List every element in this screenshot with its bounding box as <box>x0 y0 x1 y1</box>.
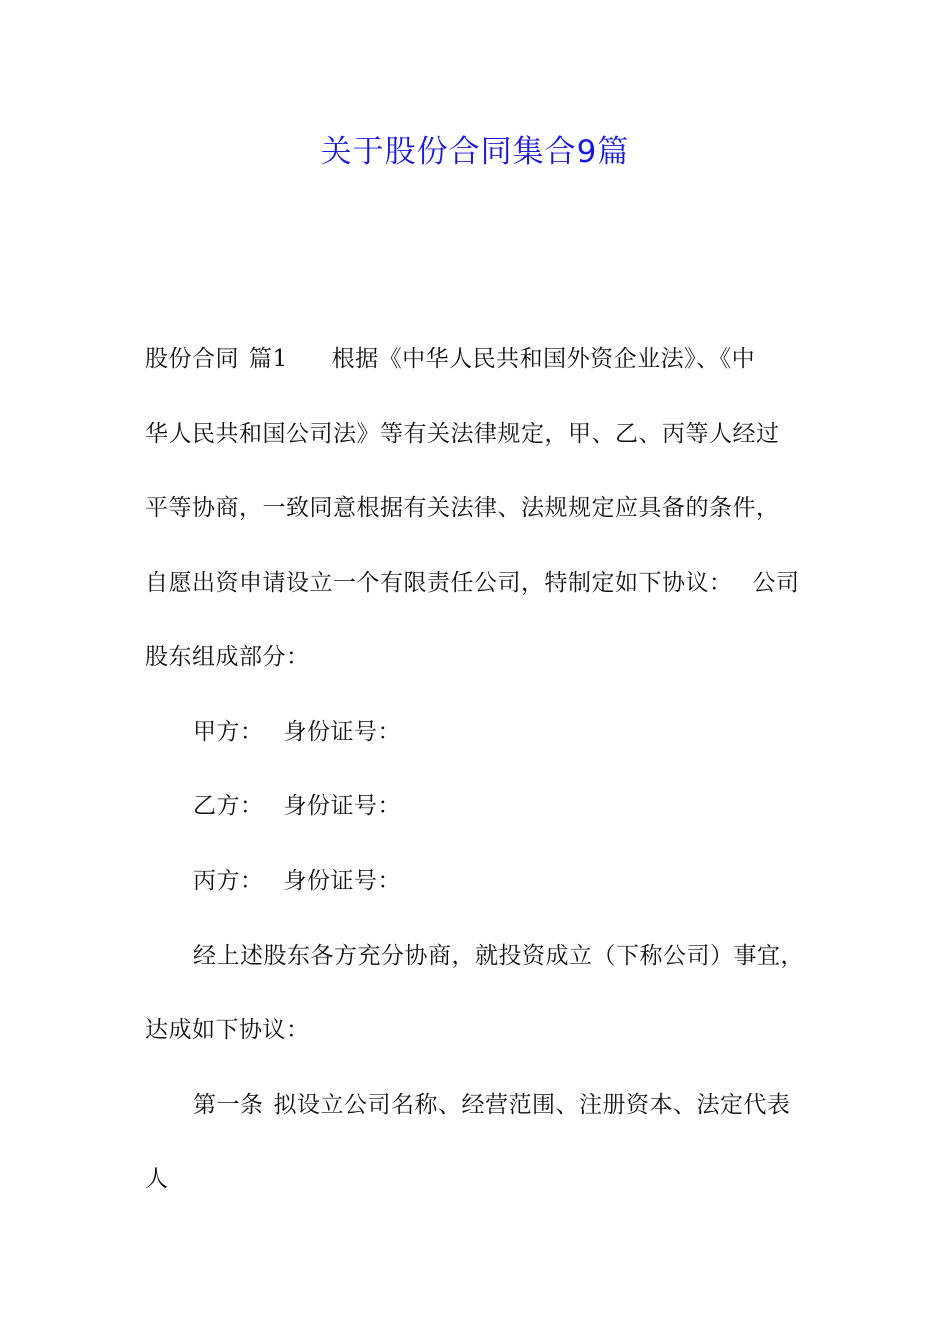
heading-prefix: 股份合同 <box>145 346 239 372</box>
paragraph2-line-2: 达成如下协议： <box>145 1017 310 1043</box>
article1-line-1 <box>193 1085 791 1125</box>
id-label: 身份证号： <box>283 793 401 819</box>
document-title: 关于股份合同集合9篇 <box>320 134 630 170</box>
party-line-a <box>193 712 401 752</box>
party-line-c <box>193 861 401 901</box>
party-line-b <box>193 786 401 826</box>
body-text: 公司 <box>752 570 800 596</box>
article-label: 第一条 <box>193 1092 264 1118</box>
paragraph-line-2: 华人民共和国公司法》等有关法律规定，甲、乙、丙等人经过 <box>145 421 780 447</box>
body-text: 自愿出资申请设立一个有限责任公司，特制定如下协议： <box>145 570 733 596</box>
party-label: 甲方： <box>193 719 264 745</box>
party-label: 乙方： <box>193 793 264 819</box>
paragraph-line-1 <box>145 339 755 379</box>
body-text: 根据《中华人民共和国外资企业法》、《中 <box>331 346 756 372</box>
article1-line-2: 人 <box>145 1166 169 1192</box>
heading-number: 篇1 <box>249 346 288 372</box>
paragraph-line-3: 平等协商，一致同意根据有关法律、法规规定应具备的条件， <box>145 495 780 521</box>
paragraph-line-5: 股东组成部分： <box>145 644 310 670</box>
paragraph2-line-1: 经上述股东各方充分协商，就投资成立（下称公司）事宜， <box>193 943 804 969</box>
id-label: 身份证号： <box>283 868 401 894</box>
paragraph-line-4 <box>145 563 800 603</box>
article-text: 拟设立公司名称、经营范围、注册资本、法定代表 <box>273 1092 791 1118</box>
id-label: 身份证号： <box>283 719 401 745</box>
party-label: 丙方： <box>193 868 264 894</box>
